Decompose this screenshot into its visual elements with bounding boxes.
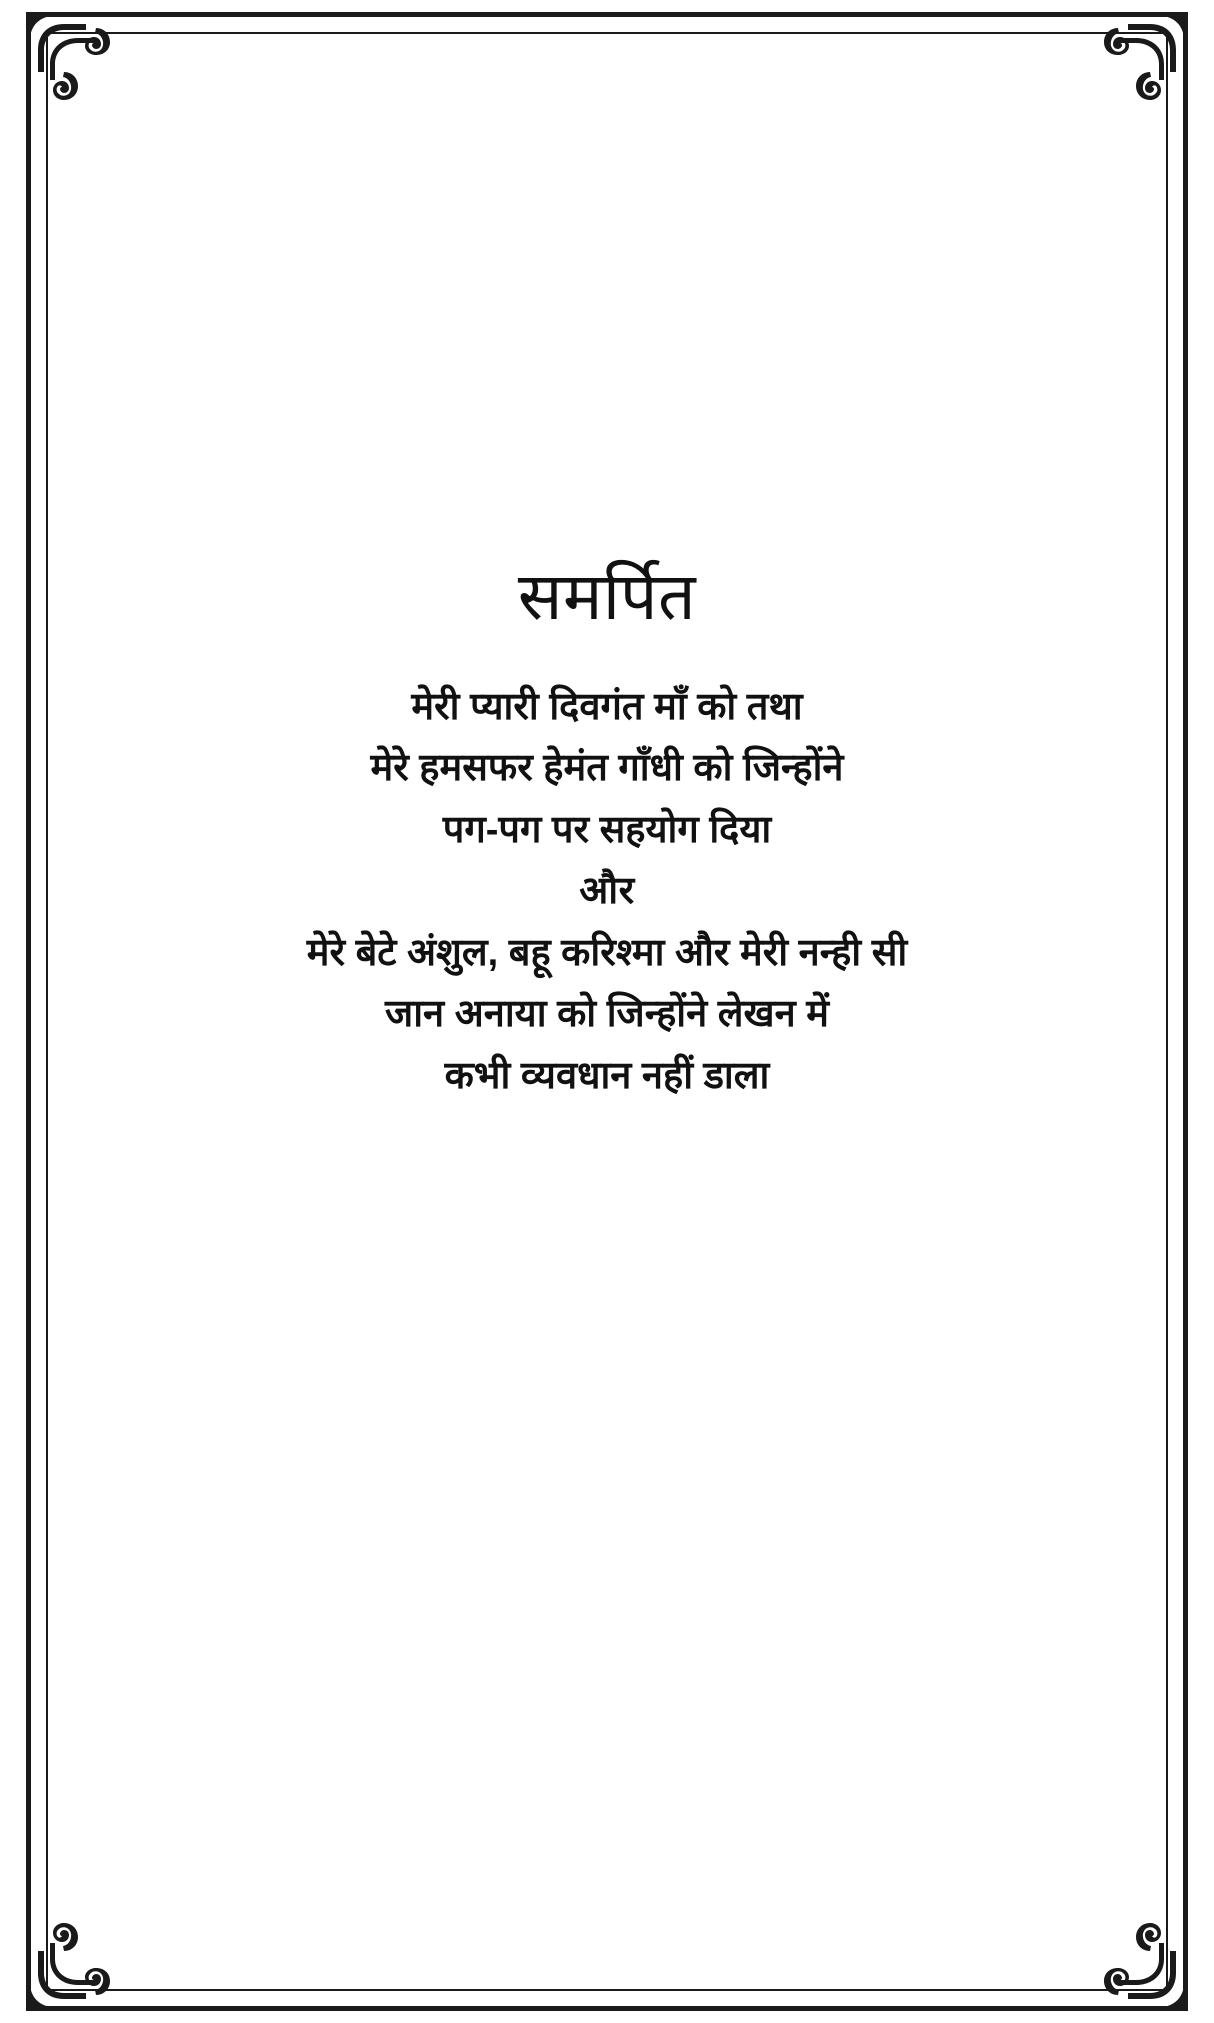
corner-ornament-top-right-icon [1094,10,1190,106]
dedication-content [60,560,1154,1107]
dedication-line-2: मेरे हमसफर हेमंत गाँधी को जिन्होंने [370,747,844,790]
dedication-line-1: मेरी प्यारी दिवगंत माँ को तथा [411,685,803,728]
corner-ornament-bottom-right-icon [1094,1917,1190,2013]
dedication-line-3: पग-पग पर सहयोग दिया [442,808,772,851]
corner-ornament-top-left-icon [24,10,120,106]
corner-ornament-bottom-left-icon [24,1917,120,2013]
page-title: समर्पित [517,559,697,633]
dedication-line-7: कभी व्यवधान नहीं डाला [444,1054,770,1097]
dedication-line-6: जान अनाया को जिन्होंने लेखन में [385,993,829,1036]
dedication-text [60,677,1154,1108]
dedication-line-5: मेरे बेटे अंशुल, बहू करिश्मा और मेरी नन्ही सी [306,931,908,974]
dedication-line-4: और [579,870,635,913]
